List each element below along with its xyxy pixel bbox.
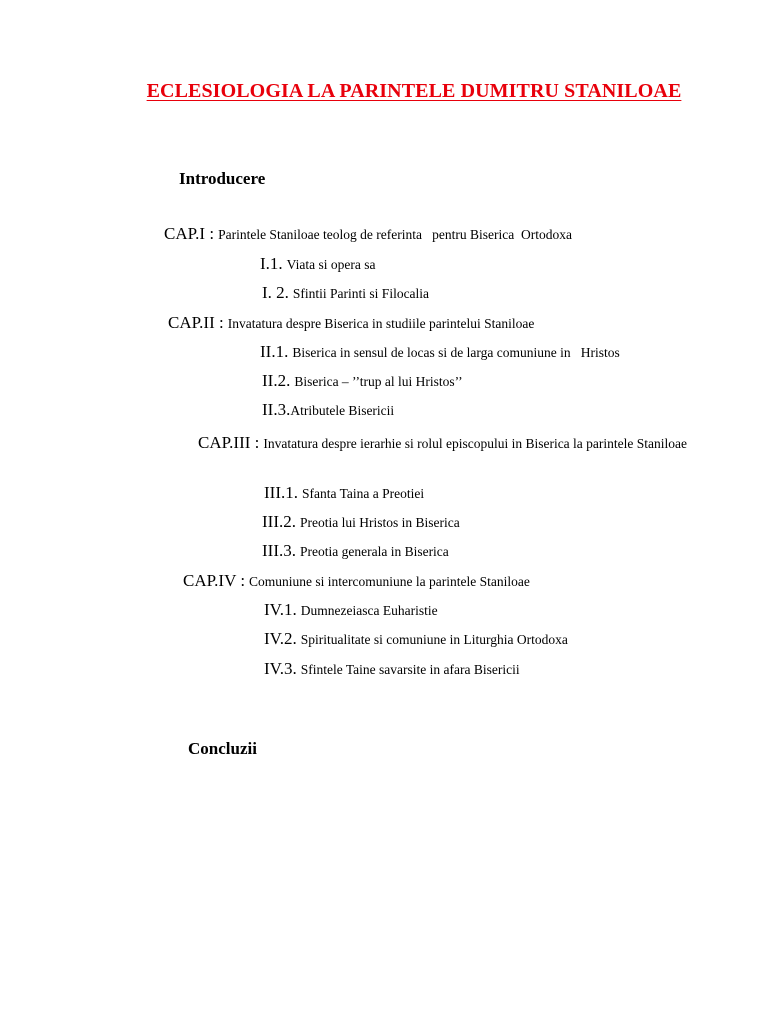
document-title: ECLESIOLOGIA LA PARINTELE DUMITRU STANILOAE <box>146 80 682 102</box>
conclusion-heading: Concluzii <box>188 739 257 758</box>
section-number: IV.1. <box>264 600 297 619</box>
chapter-1-title: Parintele Staniloae teolog de referinta pentru Biserica Ortodoxa <box>218 227 572 242</box>
section-text: Preotia lui Hristos in Biserica <box>299 515 460 530</box>
section-2-3 <box>262 400 394 420</box>
section-text: Sfintele Taine savarsite in afara Bisericii <box>300 662 520 677</box>
section-4-1 <box>264 600 438 620</box>
chapter-2-title: Invatatura despre Biserica in studiile parintelui Staniloae <box>227 316 535 331</box>
section-text: Atributele Bisericii <box>290 403 395 418</box>
section-number: II.1. <box>260 342 289 361</box>
chapter-2-number: CAP.II : <box>168 313 224 332</box>
chapter-2-line <box>168 313 534 333</box>
section-number: II.3. <box>262 400 291 419</box>
section-number: IV.3. <box>264 659 297 678</box>
section-number: III.1. <box>264 483 298 502</box>
intro-heading: Introducere <box>179 169 266 188</box>
chapter-4-number: CAP.IV : <box>183 571 246 590</box>
section-1-1 <box>260 254 375 274</box>
section-text: Spiritualitate si comuniune in Liturghia Ortodoxa <box>300 632 568 647</box>
section-text: Biserica in sensul de locas si de larga comuniune in Hristos <box>292 345 620 360</box>
section-number: III.2. <box>262 512 296 531</box>
section-4-2 <box>264 629 568 649</box>
section-2-1 <box>260 342 620 362</box>
chapter-3-title: Invatatura despre ierarhie si rolul episcopului in Biserica la parintele Staniloae <box>263 436 688 451</box>
chapter-4-line <box>183 571 530 591</box>
section-number: I. 2. <box>262 283 289 302</box>
section-3-3 <box>262 541 449 561</box>
section-text: Dumnezeiasca Euharistie <box>300 603 438 618</box>
section-number: I.1. <box>260 254 283 273</box>
section-text: Sfanta Taina a Preotiei <box>301 486 425 501</box>
section-number: II.2. <box>262 371 291 390</box>
chapter-3-number: CAP.III : <box>198 433 260 452</box>
section-3-1 <box>264 483 424 503</box>
section-2-2 <box>262 371 463 391</box>
section-text: Preotia generala in Biserica <box>299 544 449 559</box>
section-3-2 <box>262 512 460 532</box>
section-text: Sfintii Parinti si Filocalia <box>292 286 430 301</box>
section-text: Viata si opera sa <box>286 257 376 272</box>
chapter-1-number: CAP.I : <box>164 224 215 243</box>
section-text: Biserica – ’’trup al lui Hristos’’ <box>294 374 463 389</box>
chapter-4-title: Comuniune si intercomuniune la parintele Staniloae <box>249 574 530 589</box>
chapter-3-paragraph <box>95 430 703 457</box>
section-1-2 <box>262 283 429 303</box>
section-4-3 <box>264 659 520 679</box>
section-number: IV.2. <box>264 629 297 648</box>
section-number: III.3. <box>262 541 296 560</box>
chapter-1-line <box>164 224 572 244</box>
